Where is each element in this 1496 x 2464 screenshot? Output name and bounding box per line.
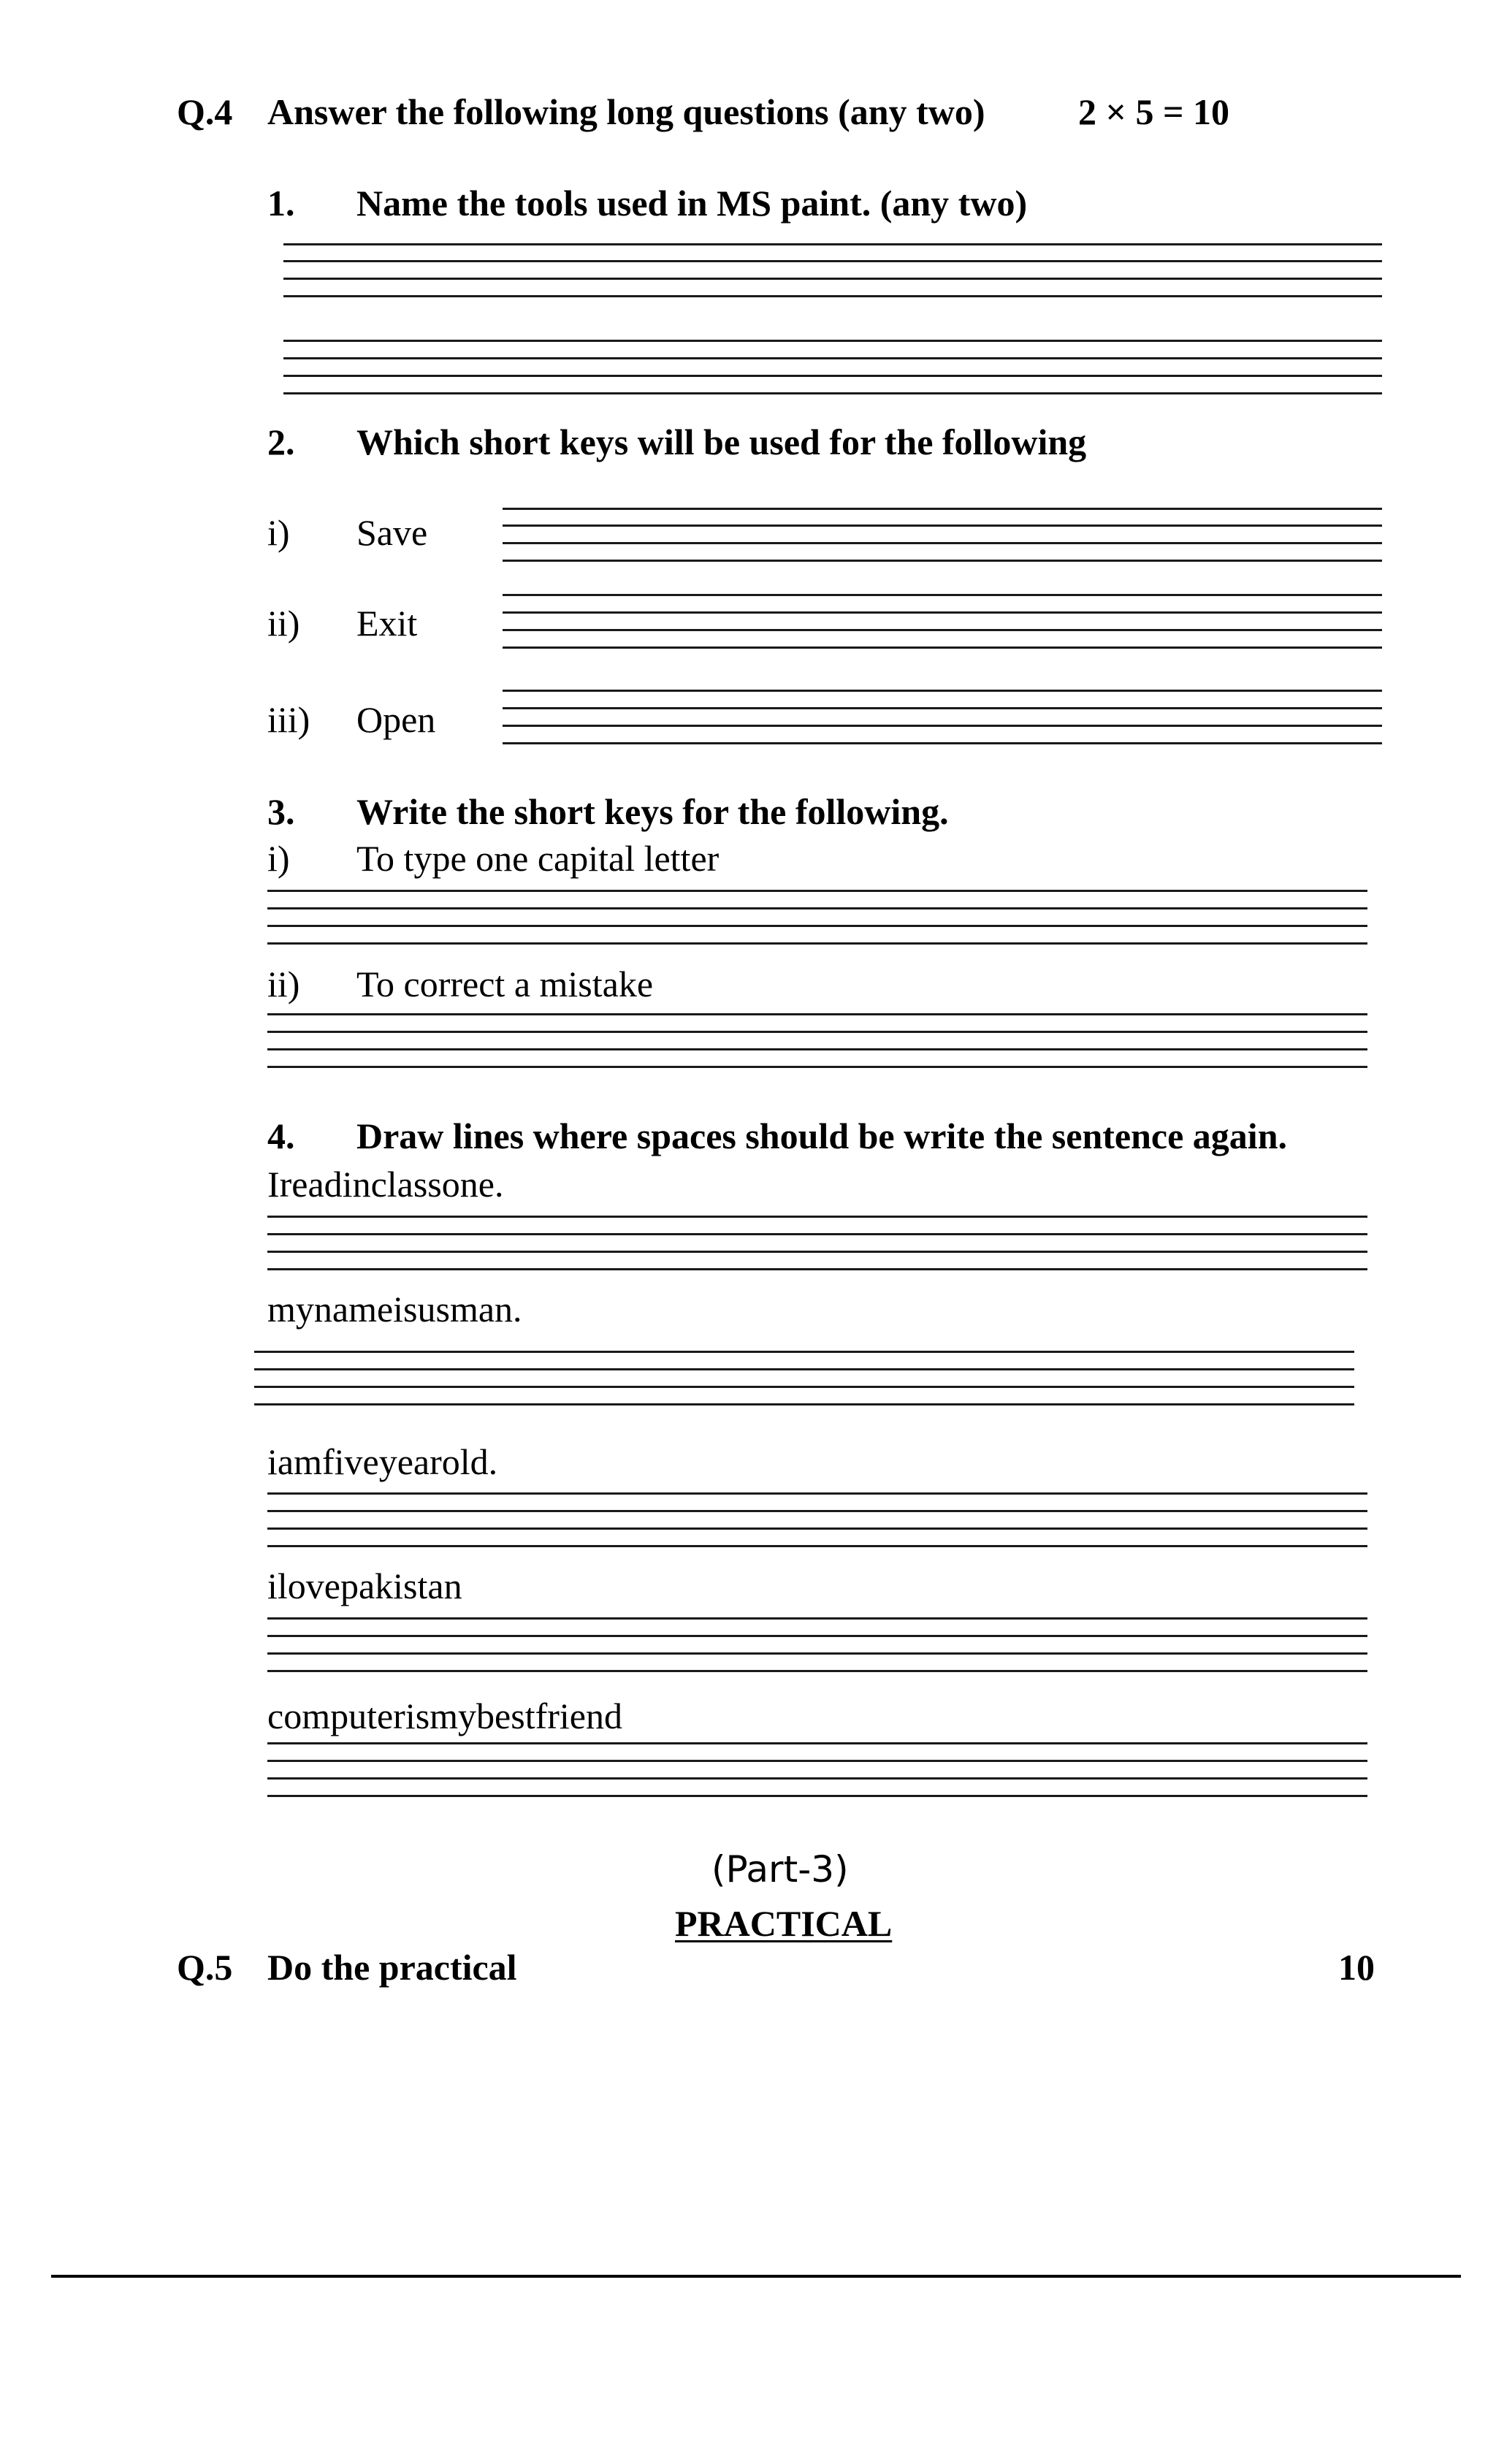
answer-line [267, 1066, 1367, 1068]
answer-line [503, 525, 1382, 527]
answer-line [267, 1233, 1367, 1235]
q3-sub-number: i) [267, 838, 290, 879]
answer-line [283, 295, 1382, 297]
footer-divider [51, 2275, 1461, 2278]
answer-line [254, 1386, 1354, 1388]
answer-line [283, 375, 1382, 377]
answer-line [267, 925, 1367, 927]
q1-text: Name the tools used in MS paint. (any two) [356, 183, 1028, 224]
q2-sub-label-exit: Exit [356, 603, 418, 644]
answer-line [267, 1777, 1367, 1780]
answer-line [503, 690, 1382, 692]
q5-number: Q.5 [177, 1947, 233, 1988]
answer-line [267, 1031, 1367, 1033]
answer-line [267, 1527, 1367, 1530]
sentence-text: computerismybestfriend [267, 1696, 622, 1736]
q3-sub-label-capital: To type one capital letter [356, 838, 720, 879]
answer-line [267, 1545, 1367, 1547]
q3-sub-label-mistake: To correct a mistake [356, 964, 654, 1004]
sentence-text: mynameisusman. [267, 1289, 522, 1330]
answer-line [267, 1760, 1367, 1762]
q2-sub-number: i) [267, 512, 290, 553]
q2-sub-label-save: Save [356, 512, 428, 553]
answer-line [267, 1013, 1367, 1015]
q2-text: Which short keys will be used for the following [356, 422, 1087, 462]
answer-line [283, 357, 1382, 359]
answer-line [267, 1268, 1367, 1270]
answer-line [283, 278, 1382, 280]
q3-text: Write the short keys for the following. [356, 791, 949, 832]
sentence-text: ilovepakistan [267, 1565, 462, 1606]
q2-sub-label-open: Open [356, 699, 436, 740]
answer-line [503, 629, 1382, 631]
answer-line [267, 1635, 1367, 1637]
q2-sub-number: iii) [267, 699, 310, 740]
answer-line [267, 1652, 1367, 1655]
answer-line [267, 1251, 1367, 1253]
answer-line [283, 392, 1382, 394]
q4-heading: Answer the following long questions (any two) [267, 91, 985, 132]
answer-line [254, 1351, 1354, 1353]
sentence-text: Ireadinclassone. [267, 1164, 504, 1205]
q5-marks: 10 [1338, 1947, 1375, 1988]
answer-line [267, 942, 1367, 945]
q4-item4-number: 4. [267, 1115, 295, 1156]
answer-line [283, 260, 1382, 262]
answer-line [267, 907, 1367, 909]
answer-line [267, 1510, 1367, 1512]
answer-line [503, 508, 1382, 510]
answer-line [267, 1742, 1367, 1744]
answer-line [267, 1216, 1367, 1218]
q4-item4-text: Draw lines where spaces should be write the sentence again. [356, 1115, 1287, 1156]
answer-line [503, 560, 1382, 562]
sentence-text: iamfiveyearold. [267, 1441, 498, 1482]
answer-line [503, 611, 1382, 614]
part-label: (Part-3) [711, 1848, 849, 1891]
answer-line [254, 1403, 1354, 1405]
answer-line [503, 725, 1382, 727]
answer-line [267, 890, 1367, 892]
answer-line [283, 340, 1382, 342]
answer-line [267, 1670, 1367, 1672]
q1-number: 1. [267, 183, 295, 224]
section-title: PRACTICAL [675, 1903, 893, 1944]
answer-line [503, 646, 1382, 649]
answer-line [267, 1048, 1367, 1050]
answer-line [503, 542, 1382, 544]
q3-number: 3. [267, 791, 295, 832]
answer-line [267, 1492, 1367, 1495]
answer-line [267, 1795, 1367, 1797]
q2-sub-number: ii) [267, 603, 300, 644]
answer-line [503, 742, 1382, 744]
answer-line [267, 1617, 1367, 1620]
q2-number: 2. [267, 422, 295, 462]
q4-number: Q.4 [177, 91, 233, 132]
answer-line [503, 594, 1382, 596]
answer-line [283, 243, 1382, 245]
q4-marks: 2 × 5 = 10 [1078, 91, 1229, 132]
answer-line [254, 1368, 1354, 1370]
answer-line [503, 707, 1382, 709]
q5-text: Do the practical [267, 1947, 517, 1988]
q3-sub-number: ii) [267, 964, 300, 1004]
